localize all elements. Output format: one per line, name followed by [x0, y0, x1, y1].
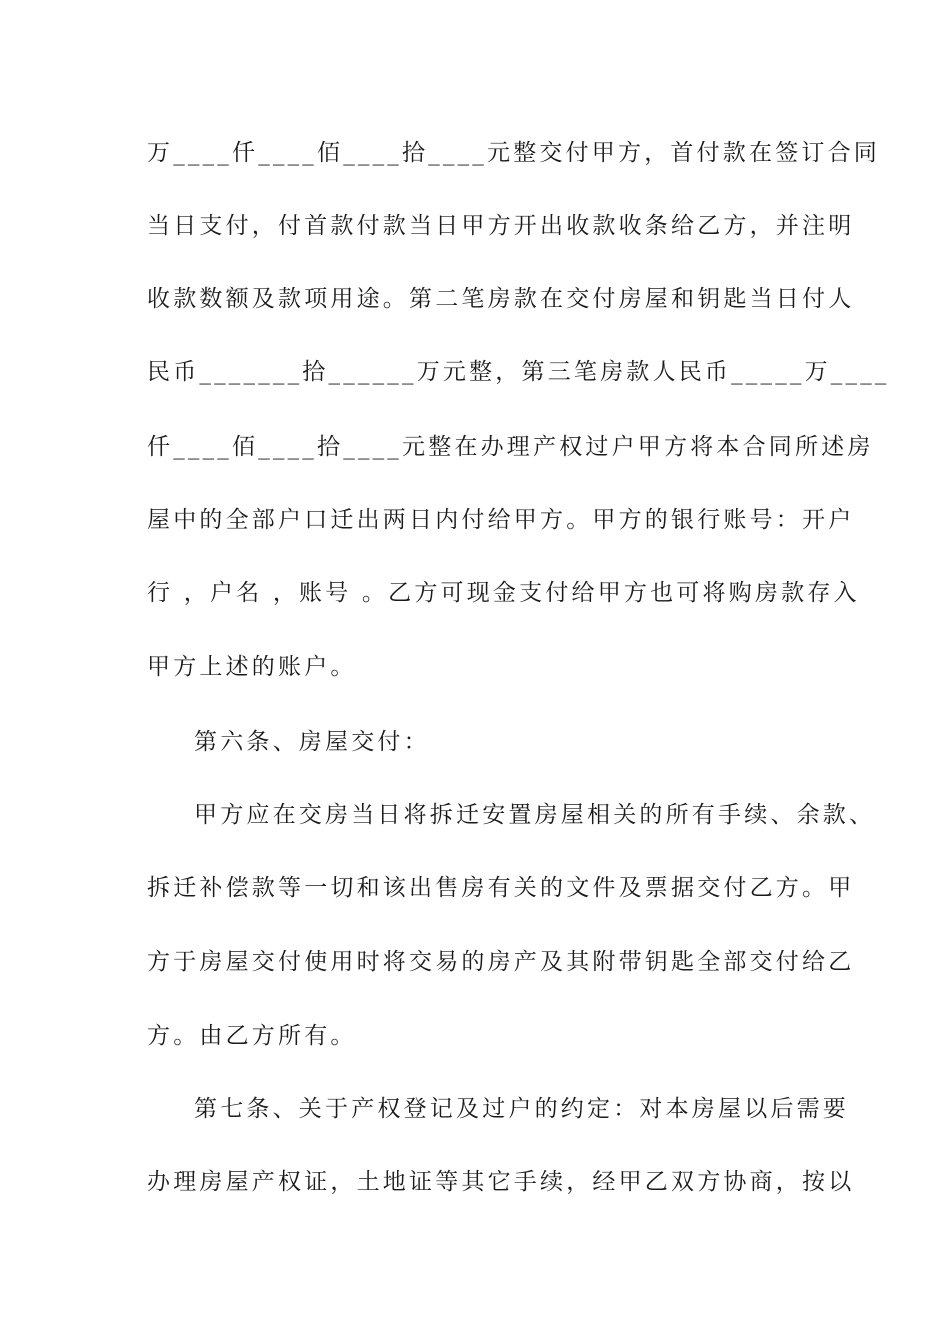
paragraph-line: 行 ，户名 ，账号 。乙方可现金支付给甲方也可将购房款存入	[147, 580, 860, 606]
paragraph-line: 仟____佰____拾____元整在办理产权过户甲方将本合同所述房	[147, 434, 874, 460]
paragraph-line: 甲方上述的账户。	[147, 654, 357, 680]
paragraph-line: 当日支付，付首款付款当日甲方开出收款收条给乙方，并注明	[147, 213, 855, 239]
paragraph-line: 方。由乙方所有。	[147, 1023, 357, 1049]
paragraph-line: 民币_______拾______万元整，第三笔房款人民币_____万____	[147, 359, 890, 385]
paragraph-line: 方于房屋交付使用时将交易的房产及其附带钥匙全部交付给乙	[147, 949, 855, 975]
paragraph-line: 第七条、关于产权登记及过户的约定：对本房屋以后需要	[194, 1096, 849, 1122]
paragraph-line: 拆迁补偿款等一切和该出售房有关的文件及票据交付乙方。甲	[147, 875, 855, 901]
paragraph-line: 办理房屋产权证，土地证等其它手续，经甲乙双方协商，按以	[147, 1169, 855, 1195]
paragraph-line: 收款数额及款项用途。第二笔房款在交付房屋和钥匙当日付人	[147, 286, 855, 312]
paragraph-line: 甲方应在交房当日将拆迁安置房屋相关的所有手续、余款、	[194, 802, 876, 828]
section-heading: 第六条、房屋交付：	[194, 729, 430, 755]
paragraph-line: 万____仟____佰____拾____元整交付甲方，首付款在签订合同	[147, 140, 880, 166]
paragraph-line: 屋中的全部户口迁出两日内付给甲方。甲方的银行账号：开户	[147, 507, 855, 533]
